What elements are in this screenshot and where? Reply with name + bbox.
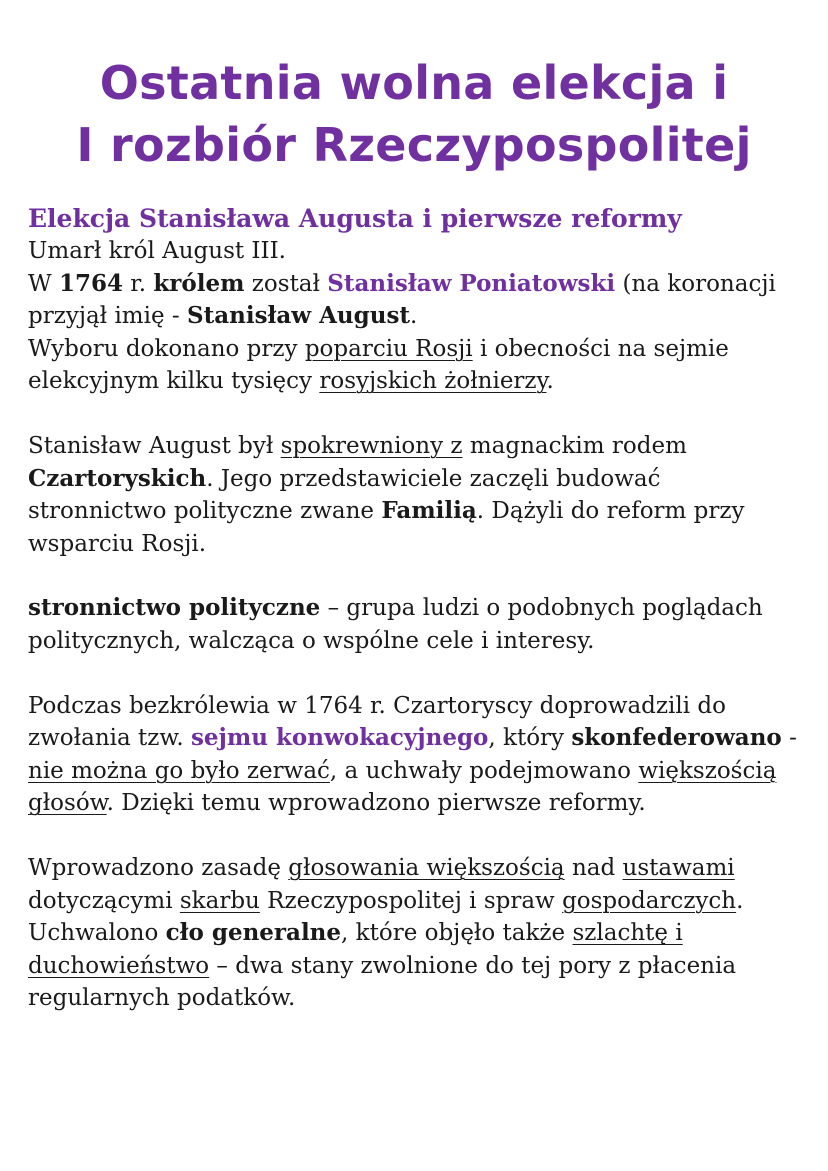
- bold-term: cło generalne: [165, 919, 342, 947]
- title-line-1: Ostatnia wolna elekcja i: [99, 56, 729, 110]
- text: nad: [564, 854, 623, 881]
- text: , a uchwały podejmowano: [329, 757, 639, 784]
- text: , które objęło także: [341, 920, 573, 947]
- text: .: [410, 303, 418, 330]
- bold-term: skonfederowano: [571, 724, 782, 752]
- text: Wprowadzono zasadę: [28, 854, 289, 881]
- underlined-term: poparciu Rosji: [304, 335, 473, 362]
- sejm-highlight: sejmu konwokacyjnego: [190, 724, 489, 752]
- text: , który: [488, 725, 572, 752]
- underlined-term: ustawami: [622, 854, 735, 881]
- text: Umarł król August III.: [28, 238, 286, 264]
- text: -: [781, 725, 797, 752]
- text: Podczas bezkrólewia w 1764 r. Czartoryscy doprowadzili do zwołania tzw.: [28, 692, 726, 752]
- bold-term: Familią: [381, 497, 477, 525]
- year-highlight: 1764: [58, 269, 123, 297]
- definition-term: stronnictwo polityczne: [28, 594, 321, 622]
- paragraph-definition: [28, 592, 800, 657]
- text: i obecności na sejmie elekcyjnym kilku tysięcy: [28, 335, 729, 395]
- text: Stanisław August był: [28, 432, 281, 459]
- text: . Dzięki temu wprowadzono pierwsze reformy.: [106, 790, 646, 817]
- text: W: [28, 270, 59, 297]
- underlined-term: szlachtę i duchowieństwo: [28, 920, 683, 979]
- text: Rzeczypospolitej i spraw: [259, 887, 563, 914]
- bold-term: królem: [153, 269, 245, 297]
- paragraph-election: [28, 235, 800, 398]
- text: dotyczącymi: [28, 887, 180, 914]
- text: (na koronacji przyjął imię -: [28, 270, 776, 330]
- underlined-term: skarbu: [179, 887, 260, 914]
- underlined-term: gospodarczych: [562, 887, 737, 914]
- text: został: [244, 270, 328, 297]
- text: – dwa stany zwolnione do tej pory z płacenia regularnych podatków.: [28, 952, 737, 1012]
- text: magnackim rodem: [462, 432, 687, 459]
- text: .: [546, 368, 554, 395]
- page-title: [28, 0, 800, 176]
- text: .: [736, 887, 744, 914]
- text: Uchwalono: [28, 920, 166, 947]
- title-line-2: I rozbiór Rzeczypospolitej: [76, 118, 752, 172]
- paragraph-familia: [28, 430, 800, 560]
- underlined-term: rosyjskich żołnierzy: [319, 368, 547, 395]
- underlined-term: spokrewniony z: [280, 432, 463, 459]
- text: Wyboru dokonano przy: [28, 335, 305, 362]
- underlined-term: większością głosów: [28, 757, 777, 817]
- underlined-term: nie można go było zerwać: [28, 757, 330, 784]
- text: . Jego przedstawiciele zaczęli budować stronnictwo polityczne zwane: [28, 465, 661, 525]
- text: . Dążyli do reform przy wsparciu Rosji.: [28, 498, 745, 557]
- paragraph-convocation-sejm: [28, 690, 800, 820]
- royal-name-bold: Stanisław August: [186, 302, 411, 330]
- underlined-term: głosowania większością: [288, 854, 565, 881]
- bold-term: Czartoryskich: [28, 464, 207, 492]
- definition-text: – grupa ludzi o podobnych poglądach politycznych, walcząca o wspólne cele i interesy.: [28, 595, 763, 654]
- king-name-highlight: Stanisław Poniatowski: [327, 269, 616, 297]
- paragraph-reforms: [28, 852, 800, 1015]
- text: r.: [122, 270, 154, 297]
- section-heading: Elekcja Stanisława Augusta i pierwsze reformy: [28, 204, 682, 233]
